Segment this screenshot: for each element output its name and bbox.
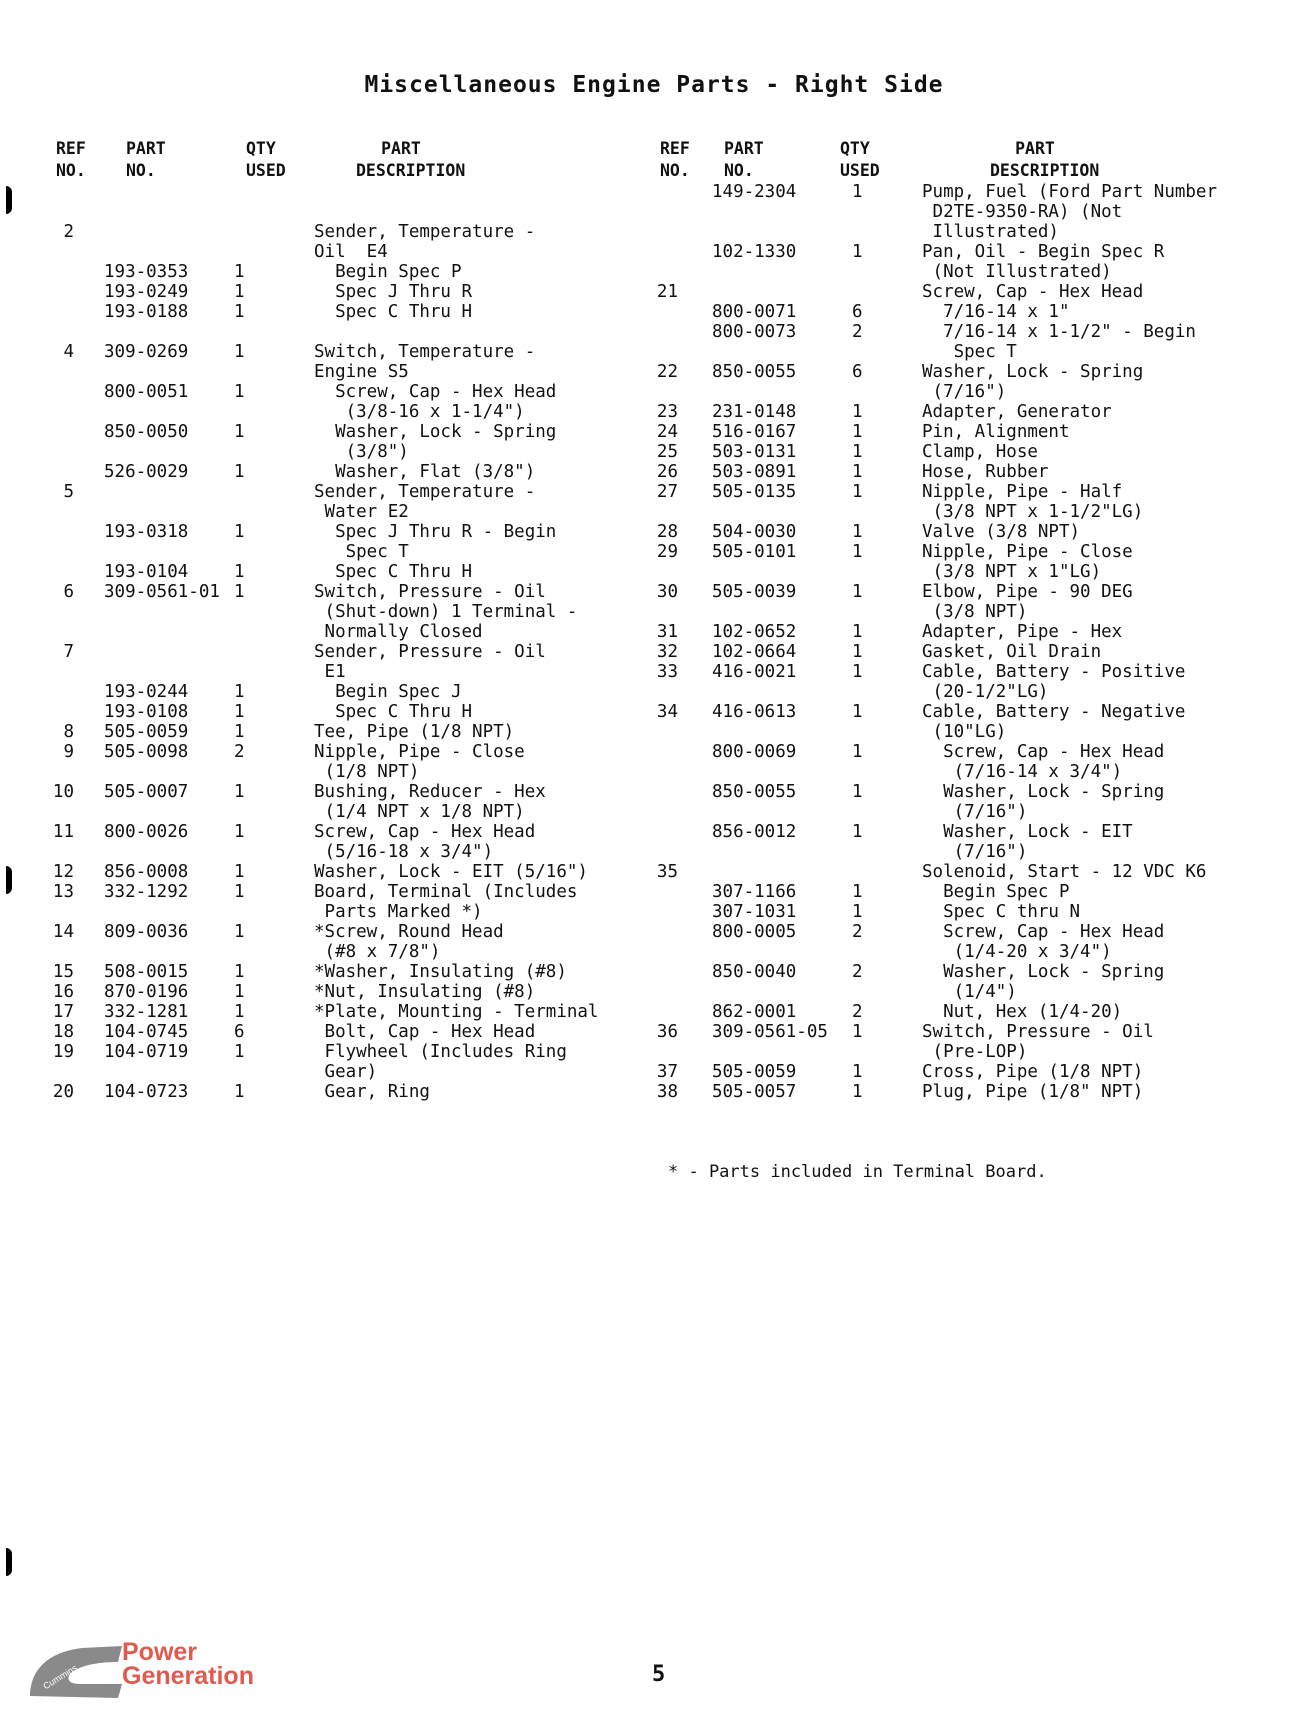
part-description: Engine S5: [314, 362, 409, 382]
part-no: 309-0561-05: [712, 1022, 828, 1042]
part-description: (Not Illustrated): [922, 262, 1112, 282]
part-description: (Pre-LOP): [922, 1042, 1028, 1062]
part-no: 309-0561-01: [104, 582, 220, 602]
part-no: 505-0007: [104, 782, 189, 802]
qty-used: 1: [234, 1002, 245, 1022]
part-no: 856-0012: [712, 822, 797, 842]
part-description: Water E2: [314, 502, 409, 522]
part-description: Gear, Ring: [314, 1082, 430, 1102]
part-description: Nipple, Pipe - Close: [922, 542, 1133, 562]
qty-used: 1: [852, 522, 863, 542]
part-description: Pin, Alignment: [922, 422, 1070, 442]
part-description: Spec C thru N: [922, 902, 1081, 922]
part-no: 104-0723: [104, 1082, 189, 1102]
ref-no: 2: [63, 222, 74, 242]
part-no: 870-0196: [104, 982, 189, 1002]
part-description: Cable, Battery - Positive: [922, 662, 1186, 682]
ref-no: 19: [52, 1042, 74, 1062]
ref-no: 14: [52, 922, 74, 942]
part-description: Plug, Pipe (1/8" NPT): [922, 1082, 1144, 1102]
qty-used: 1: [234, 262, 245, 282]
qty-used: 1: [852, 182, 863, 202]
part-no: 800-0071: [712, 302, 797, 322]
part-description: (10"LG): [922, 722, 1007, 742]
part-no: 505-0135: [712, 482, 797, 502]
brand-line1: Power: [122, 1638, 198, 1666]
part-description: Screw, Cap - Hex Head: [922, 282, 1144, 302]
brand-line2: Generation: [122, 1662, 254, 1690]
part-description: (3/8 NPT x 1"LG): [922, 562, 1102, 582]
qty-used: 1: [852, 242, 863, 262]
qty-used: 2: [852, 322, 863, 342]
header-desc: PART DESCRIPTION: [356, 139, 466, 180]
qty-used: 1: [852, 742, 863, 762]
part-description: Washer, Lock - Spring: [922, 362, 1144, 382]
qty-used: 1: [234, 922, 245, 942]
qty-used: 6: [852, 362, 863, 382]
ref-no: 33: [656, 662, 678, 682]
part-description: Tee, Pipe (1/8 NPT): [314, 722, 515, 742]
ref-no: 17: [52, 1002, 74, 1022]
part-description: Bolt, Cap - Hex Head: [314, 1022, 536, 1042]
header-ref: REF NO.: [660, 139, 690, 180]
ref-no: 28: [656, 522, 678, 542]
part-no: 503-0131: [712, 442, 797, 462]
part-description: Parts Marked *): [314, 902, 483, 922]
ref-no: 7: [63, 642, 74, 662]
ref-no: 8: [63, 722, 74, 742]
part-no: 102-0652: [712, 622, 797, 642]
ref-no: 15: [52, 962, 74, 982]
qty-used: 1: [852, 482, 863, 502]
qty-used: 1: [234, 822, 245, 842]
part-no: 505-0059: [712, 1062, 797, 1082]
part-no: 193-0188: [104, 302, 189, 322]
qty-used: 1: [852, 642, 863, 662]
qty-used: 6: [852, 302, 863, 322]
part-no: 102-1330: [712, 242, 797, 262]
part-no: 505-0059: [104, 722, 189, 742]
part-description: Valve (3/8 NPT): [922, 522, 1081, 542]
ref-no: 21: [656, 282, 678, 302]
page-number: 5: [652, 1662, 666, 1687]
part-description: Sender, Temperature -: [314, 482, 536, 502]
logo-text: Cummins: [41, 1662, 79, 1692]
part-description: (7/16"): [922, 382, 1007, 402]
part-description: Adapter, Pipe - Hex: [922, 622, 1123, 642]
part-description: *Screw, Round Head: [314, 922, 504, 942]
ref-no: 13: [52, 882, 74, 902]
part-no: 332-1281: [104, 1002, 189, 1022]
header-part: PART NO.: [126, 139, 166, 180]
part-description: (7/16-14 x 3/4"): [922, 762, 1123, 782]
part-description: Washer, Lock - EIT: [922, 822, 1133, 842]
qty-used: 1: [852, 622, 863, 642]
part-no: 508-0015: [104, 962, 189, 982]
qty-used: 1: [852, 902, 863, 922]
part-description: Sender, Pressure - Oil: [314, 642, 546, 662]
part-no: 505-0098: [104, 742, 189, 762]
part-description: Washer, Lock - Spring: [922, 782, 1165, 802]
part-description: Spec C Thru H: [314, 562, 473, 582]
part-description: (7/16"): [922, 802, 1028, 822]
qty-used: 1: [234, 782, 245, 802]
part-no: 526-0029: [104, 462, 189, 482]
part-description: (1/4 NPT x 1/8 NPT): [314, 802, 525, 822]
binding-mark: [6, 866, 12, 894]
header-part: PART NO.: [724, 139, 764, 180]
qty-used: 1: [234, 302, 245, 322]
qty-used: 1: [234, 462, 245, 482]
qty-used: 1: [234, 882, 245, 902]
part-no: 516-0167: [712, 422, 797, 442]
part-description: (3/8 NPT): [922, 602, 1028, 622]
part-description: Adapter, Generator: [922, 402, 1112, 422]
qty-used: 1: [852, 542, 863, 562]
part-description: Nipple, Pipe - Half: [922, 482, 1123, 502]
part-no: 809-0036: [104, 922, 189, 942]
header-desc: PART DESCRIPTION: [990, 139, 1100, 180]
part-description: (20-1/2"LG): [922, 682, 1049, 702]
part-description: Pan, Oil - Begin Spec R: [922, 242, 1165, 262]
part-description: Washer, Lock - Spring: [314, 422, 557, 442]
header-qty: QTY USED: [246, 139, 286, 180]
part-description: Cable, Battery - Negative: [922, 702, 1186, 722]
part-description: 7/16-14 x 1-1/2" - Begin: [922, 322, 1196, 342]
part-description: (Shut-down) 1 Terminal -: [314, 602, 578, 622]
part-description: Spec J Thru R: [314, 282, 473, 302]
part-no: 800-0005: [712, 922, 797, 942]
part-description: (5/16-18 x 3/4"): [314, 842, 494, 862]
part-no: 193-0108: [104, 702, 189, 722]
brand-name: [122, 1640, 254, 1688]
qty-used: 1: [234, 282, 245, 302]
ref-no: 25: [656, 442, 678, 462]
ref-no: 32: [656, 642, 678, 662]
part-description: Pump, Fuel (Ford Part Number: [922, 182, 1218, 202]
part-description: Switch, Pressure - Oil: [314, 582, 546, 602]
part-description: Solenoid, Start - 12 VDC K6: [922, 862, 1207, 882]
part-description: Nut, Hex (1/4-20): [922, 1002, 1123, 1022]
part-description: 7/16-14 x 1": [922, 302, 1070, 322]
ref-no: 29: [656, 542, 678, 562]
ref-no: 4: [63, 342, 74, 362]
qty-used: 1: [852, 702, 863, 722]
qty-used: 1: [852, 402, 863, 422]
qty-used: 6: [234, 1022, 245, 1042]
part-description: Begin Spec P: [922, 882, 1070, 902]
ref-no: 12: [52, 862, 74, 882]
part-no: 850-0055: [712, 782, 797, 802]
part-no: 800-0073: [712, 322, 797, 342]
ref-no: 31: [656, 622, 678, 642]
binding-mark: [6, 186, 12, 214]
part-description: *Nut, Insulating (#8): [314, 982, 536, 1002]
part-description: Illustrated): [922, 222, 1059, 242]
ref-no: 10: [52, 782, 74, 802]
qty-used: 1: [852, 582, 863, 602]
qty-used: 2: [852, 1002, 863, 1022]
part-no: 149-2304: [712, 182, 797, 202]
part-description: Oil E4: [314, 242, 388, 262]
part-no: 850-0050: [104, 422, 189, 442]
ref-no: 16: [52, 982, 74, 1002]
ref-no: 22: [656, 362, 678, 382]
qty-used: 1: [234, 342, 245, 362]
part-description: Spec C Thru H: [314, 302, 473, 322]
part-description: Washer, Flat (3/8"): [314, 462, 536, 482]
part-no: 850-0055: [712, 362, 797, 382]
part-description: Spec C Thru H: [314, 702, 473, 722]
part-description: Switch, Pressure - Oil: [922, 1022, 1154, 1042]
part-description: Hose, Rubber: [922, 462, 1049, 482]
part-no: 193-0104: [104, 562, 189, 582]
part-description: (3/8-16 x 1-1/4"): [314, 402, 525, 422]
ref-no: 23: [656, 402, 678, 422]
part-description: Normally Closed: [314, 622, 483, 642]
qty-used: 1: [234, 982, 245, 1002]
part-description: Nipple, Pipe - Close: [314, 742, 525, 762]
qty-used: 1: [852, 462, 863, 482]
part-no: 193-0244: [104, 682, 189, 702]
qty-used: 2: [852, 962, 863, 982]
part-description: Begin Spec J: [314, 682, 462, 702]
ref-no: 37: [656, 1062, 678, 1082]
qty-used: 1: [234, 862, 245, 882]
ref-no: 38: [656, 1082, 678, 1102]
binding-mark: [6, 1548, 12, 1576]
qty-used: 2: [234, 742, 245, 762]
part-description: *Plate, Mounting - Terminal: [314, 1002, 599, 1022]
header-qty: QTY USED: [840, 139, 880, 180]
part-no: 416-0021: [712, 662, 797, 682]
part-no: 856-0008: [104, 862, 189, 882]
part-no: 505-0057: [712, 1082, 797, 1102]
part-no: 504-0030: [712, 522, 797, 542]
part-no: 505-0039: [712, 582, 797, 602]
ref-no: 27: [656, 482, 678, 502]
ref-no: 34: [656, 702, 678, 722]
part-description: Gear): [314, 1062, 378, 1082]
part-description: (3/8 NPT x 1-1/2"LG): [922, 502, 1144, 522]
qty-used: 1: [234, 422, 245, 442]
part-no: 800-0026: [104, 822, 189, 842]
part-no: 193-0249: [104, 282, 189, 302]
qty-used: 1: [234, 562, 245, 582]
ref-no: 18: [52, 1022, 74, 1042]
part-description: Screw, Cap - Hex Head: [314, 382, 557, 402]
ref-no: 30: [656, 582, 678, 602]
header-ref: REF NO.: [56, 139, 86, 180]
ref-no: 20: [52, 1082, 74, 1102]
part-no: 104-0745: [104, 1022, 189, 1042]
qty-used: 1: [234, 962, 245, 982]
part-description: E1: [314, 662, 346, 682]
part-no: 104-0719: [104, 1042, 189, 1062]
ref-no: 9: [63, 742, 74, 762]
part-no: 505-0101: [712, 542, 797, 562]
part-no: 332-1292: [104, 882, 189, 902]
qty-used: 2: [852, 922, 863, 942]
part-description: Gasket, Oil Drain: [922, 642, 1102, 662]
part-description: *Washer, Insulating (#8): [314, 962, 567, 982]
part-description: Screw, Cap - Hex Head: [314, 822, 536, 842]
part-no: 193-0353: [104, 262, 189, 282]
ref-no: 26: [656, 462, 678, 482]
part-description: Begin Spec P: [314, 262, 462, 282]
qty-used: 1: [852, 882, 863, 902]
part-no: 850-0040: [712, 962, 797, 982]
part-description: Screw, Cap - Hex Head: [922, 742, 1165, 762]
part-description: (7/16"): [922, 842, 1028, 862]
ref-no: 35: [656, 862, 678, 882]
part-no: 307-1031: [712, 902, 797, 922]
part-no: 862-0001: [712, 1002, 797, 1022]
part-description: Spec T: [922, 342, 1017, 362]
part-no: 102-0664: [712, 642, 797, 662]
part-description: Washer, Lock - Spring: [922, 962, 1165, 982]
part-description: (#8 x 7/8"): [314, 942, 441, 962]
part-description: Spec J Thru R - Begin: [314, 522, 557, 542]
part-no: 309-0269: [104, 342, 189, 362]
part-description: (1/4-20 x 3/4"): [922, 942, 1112, 962]
qty-used: 1: [852, 1062, 863, 1082]
part-description: Screw, Cap - Hex Head: [922, 922, 1165, 942]
part-description: Bushing, Reducer - Hex: [314, 782, 546, 802]
qty-used: 1: [234, 1042, 245, 1062]
part-no: 800-0069: [712, 742, 797, 762]
qty-used: 1: [234, 382, 245, 402]
ref-no: 6: [63, 582, 74, 602]
part-description: Cross, Pipe (1/8 NPT): [922, 1062, 1144, 1082]
part-no: 231-0148: [712, 402, 797, 422]
qty-used: 1: [852, 822, 863, 842]
part-description: Sender, Temperature -: [314, 222, 536, 242]
qty-used: 1: [852, 1082, 863, 1102]
ref-no: 36: [656, 1022, 678, 1042]
qty-used: 1: [852, 662, 863, 682]
part-description: Board, Terminal (Includes: [314, 882, 578, 902]
qty-used: 1: [234, 722, 245, 742]
qty-used: 1: [234, 682, 245, 702]
qty-used: 1: [852, 1022, 863, 1042]
qty-used: 1: [852, 782, 863, 802]
part-description: Spec T: [314, 542, 409, 562]
part-no: 307-1166: [712, 882, 797, 902]
ref-no: 24: [656, 422, 678, 442]
part-description: (1/4"): [922, 982, 1017, 1002]
part-description: (1/8 NPT): [314, 762, 420, 782]
qty-used: 1: [234, 522, 245, 542]
footnote: * - Parts included in Terminal Board.: [668, 1162, 1047, 1182]
part-no: 503-0891: [712, 462, 797, 482]
qty-used: 1: [234, 1082, 245, 1102]
ref-no: 5: [63, 482, 74, 502]
part-no: 193-0318: [104, 522, 189, 542]
part-description: Switch, Temperature -: [314, 342, 536, 362]
qty-used: 1: [852, 442, 863, 462]
part-no: 416-0613: [712, 702, 797, 722]
part-description: (3/8"): [314, 442, 409, 462]
part-description: D2TE-9350-RA) (Not: [922, 202, 1123, 222]
qty-used: 1: [234, 702, 245, 722]
part-description: Clamp, Hose: [922, 442, 1038, 462]
part-no: 800-0051: [104, 382, 189, 402]
qty-used: 1: [852, 422, 863, 442]
ref-no: 11: [52, 822, 74, 842]
part-description: Washer, Lock - EIT (5/16"): [314, 862, 588, 882]
part-description: Elbow, Pipe - 90 DEG: [922, 582, 1133, 602]
part-description: Flywheel (Includes Ring: [314, 1042, 567, 1062]
page-title: Miscellaneous Engine Parts - Right Side: [364, 72, 944, 98]
qty-used: 1: [234, 582, 245, 602]
